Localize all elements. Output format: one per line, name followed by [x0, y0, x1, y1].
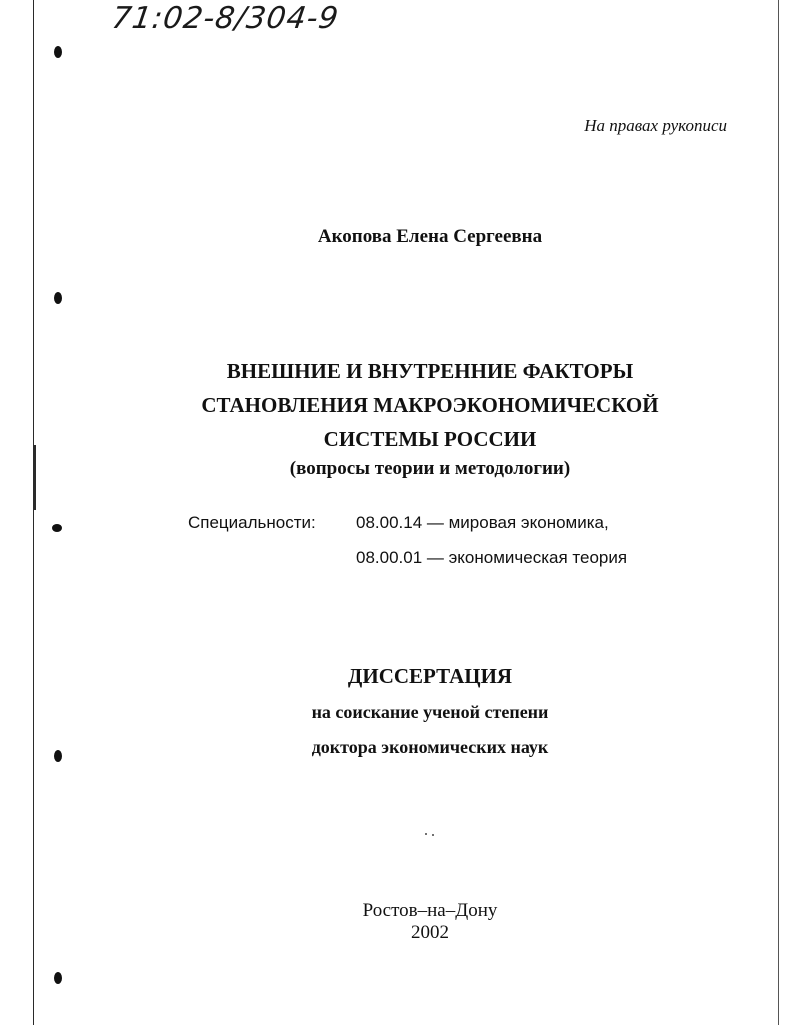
scan-speck	[432, 834, 434, 836]
degree-line-1: на соискание ученой степени	[311, 702, 549, 722]
specialty-item-2: 08.00.01 — экономическая теория	[356, 548, 628, 567]
binding-hole-5	[54, 972, 62, 984]
left-margin-line	[33, 0, 34, 1025]
author-name: Акопова Елена Сергеевна	[317, 226, 543, 247]
binding-hole-1	[54, 46, 62, 58]
binding-hole-3	[52, 524, 62, 532]
binding-hole-2	[54, 292, 62, 304]
rights-notice: На правах рукописи	[584, 116, 727, 135]
title-line-1: ВНЕШНИЕ И ВНУТРЕННИЕ ФАКТОРЫ	[226, 359, 634, 383]
title-line-2: СТАНОВЛЕНИЯ МАКРОЭКОНОМИЧЕСКОЙ	[201, 393, 659, 417]
document-type: ДИССЕРТАЦИЯ	[347, 664, 513, 688]
title-subtitle: (вопросы теории и методологии)	[289, 458, 571, 479]
degree-line-2: доктора экономических наук	[311, 737, 549, 757]
specialty-item-1: 08.00.14 — мировая экономика,	[356, 513, 609, 532]
scan-speck	[425, 833, 427, 835]
right-margin-line	[778, 0, 779, 1025]
left-margin-mark	[33, 445, 36, 510]
title-line-3: СИСТЕМЫ РОССИИ	[323, 427, 537, 451]
archive-number: 71:02-8/304-9	[109, 1, 342, 36]
publication-city: Ростов–на–Дону	[362, 900, 498, 921]
specialties-label: Специальности:	[188, 513, 316, 532]
publication-year: 2002	[411, 922, 449, 943]
dissertation-title	[40, 354, 793, 456]
